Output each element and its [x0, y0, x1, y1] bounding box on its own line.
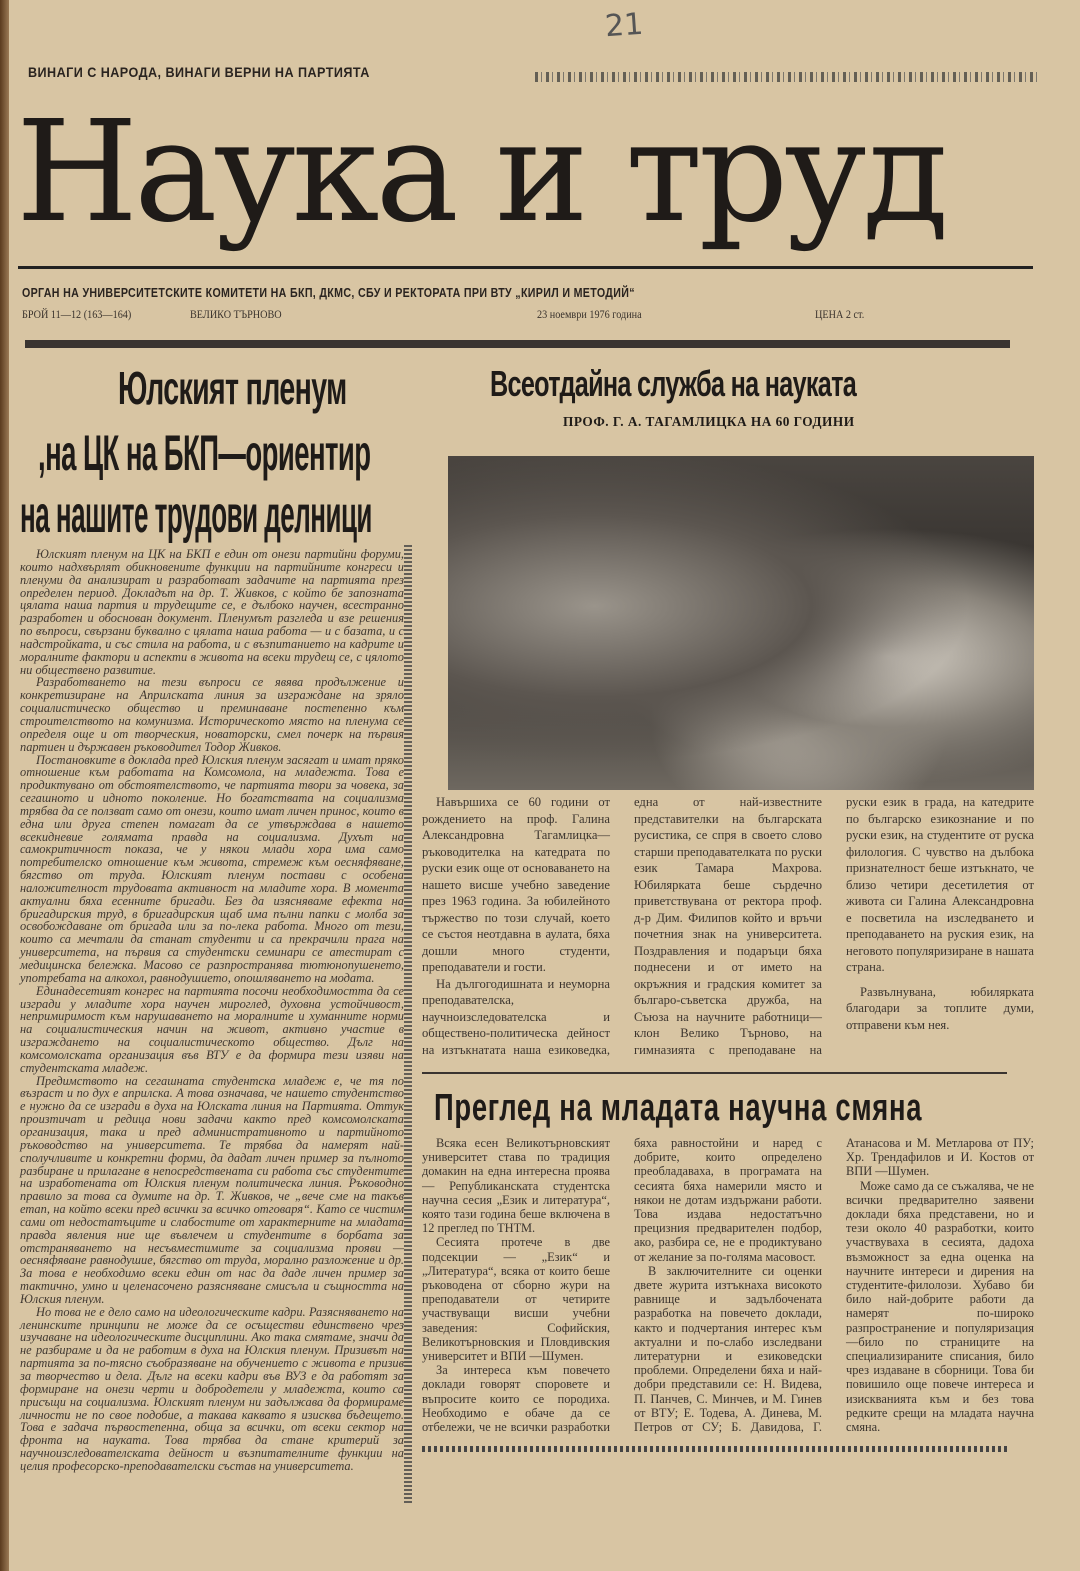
column-border: [404, 545, 412, 1505]
decorative-band: [535, 72, 1040, 82]
headline-line-3: на нашите трудови делници: [20, 486, 372, 544]
paragraph: Разработването на тези въпроси се явява продължение и конкретизиране на Априлската линия за изграждане на зряло социалистическо общество и преминаване постепенно към строителството на комунизма. Историческото място на пленума се определя още и от творческия, новаторски, смел почерк на първия партиен и държавен ръководител Тодор Живков.: [20, 675, 404, 754]
section-rule: [422, 1072, 1007, 1074]
slogan: ВИНАГИ С НАРОДА, ВИНАГИ ВЕРНИ НА ПАРТИЯТА: [28, 64, 370, 80]
paragraph: Навършиха се 60 години от рождението на проф. Галина Александровна Тагамлицка—ръководителка на катедрата по руски език още от основаването на нашето висше учебно заведение през 1963 година. За юбилейното тържество по този случай, което се състоя неотдавна в аулата, бяха дошли много студенти, преподаватели и гости.: [422, 795, 610, 974]
paragraph: За интереса към повечето доклади говорят споровете и въпросите които се породиха. Необходимо е обаче да се отбележи, че не всички разработки бяха равностойни и наред с добрите, които определено преобладаваха, в програмата на сесията бяха намерили място и някои не дотам издържани работи. Това издава недостатъчно прецизния предварителен подбор, ако, разбира се, не е продиктувано от желание за по-голяма масовост.: [422, 1136, 822, 1435]
masthead: Наука и труд: [16, 91, 945, 254]
issue-price: ЦЕНА 2 ст.: [815, 307, 865, 321]
issue-number: БРОЙ 11—12 (163—164): [22, 307, 132, 321]
headline-line-1: Юлският пленум: [118, 362, 347, 414]
handwritten-page-number: 21: [603, 6, 645, 45]
paragraph: На дългогодишната и неуморна преподавателска, научноизследователска и обществено-политическа дейност на изтъкнатата наша езиковедка, една от най-известните представителки на българската русистика, се спря в своето слово старши преподавателката по руски език Тамара Махрова. Юбилярката беше сърдечно приветствувана от ректора проф. д-р Дим. Филипов който и връчи почетния знак на университета. Поздравления и подаръци бяха поднесени и от името на окръжния и градския комитет за българо-съветска дружба, на Съюза на научните работници—клон Велико Търново, на гимназията с преподаване на руски език в града, на катедрите по българско езикознание и по руски език, на студентите от руска филология. С чувство на дълбока признателност беше изтъкнато, че близо четири десетилетия от живота си Галина Александровна е посветила на изследването и преподаването на руския език, на неговото популяризиране в нашата страна.: [422, 795, 1034, 1057]
issue-date: 23 ноември 1976 година: [537, 307, 642, 321]
article-bottom-headline: Преглед на младата научна смяна: [434, 1087, 923, 1129]
issue-city: ВЕЛИКО ТЪРНОВО: [190, 307, 282, 321]
headline-line-2: ,на ЦК на БКП—ориентир: [38, 425, 371, 481]
headline: Всеотдайна служба на науката: [490, 363, 857, 404]
paragraph: Но това не е дело само на идеологическите кадри. Разясняването на ленинските принципи не може да се осъществи единствено чрез изучаване на идеологическите дисциплини. Ако така смятаме, значи да не разбираме и да не работим в духа на Юлския пленум. Призивът на партията за по-тясно съобразяване на обучението с живота е призив за творчество и дела. Дълг на всеки кадри във ВУЗ е да работят за формиране на онези черти и добродетели у младежта, които са присъщи на социализма. Юлският пленум ни задължава да формираме личности не по свое подобие, а такава каквато я изисква бъдещето. Това е задача първостепенна, обща за всички, от всеки сектор на фронта на науката. Това трябва да стане критерий за научноизследователската дейност и възпитателните функции на целия професорско-преподавателски състав на университета.: [20, 1304, 404, 1473]
photo: [448, 456, 1034, 790]
article-right-body: [422, 794, 1034, 1058]
scan-edge: [0, 0, 9, 1571]
subtitle: ПРОФ. Г. А. ТАГАМЛИЦКА НА 60 ГОДИНИ: [563, 415, 855, 430]
paragraph: Може само да се съжалява, че не всички предварително заявени доклади бяха представени, но и тези около 40 разработки, които участвуваха в сесията, дадоха възможност за една оценка на научните интереси и дирения на студентите-филолози. Хубаво би било най-добрите работи да намерят по-широко разпространение и популяризация —било по страниците на специализираните списания, било чрез издаване в сборници. Това би повишило още повече интереса и изискванията към и без това редките срещи на младата научна смяна.: [846, 1178, 1034, 1435]
paragraph: Сесията протече в две подсекции — „Език“ и „Литература“, всяка от които беше ръководена от сборно жури на преподаватели от четирите участвуващи висши учебни заведения: Софийския, Великотърновския и Пловдивския университет и ВПИ —Шумен.: [422, 1235, 610, 1364]
paragraph: Развълнувана, юбилярката благодари за топлите думи, отправени към нея.: [846, 984, 1034, 1032]
article-body: [20, 548, 404, 1473]
header-rule: [25, 340, 1010, 348]
article-bottom-body: [422, 1136, 1034, 1434]
organ-line: ОРГАН НА УНИВЕРСИТЕТСКИТЕ КОМИТЕТИ НА БКП, ДКМС, СБУ И РЕКТОРАТА ПРИ ВТУ „КИРИЛ И МЕТОДИЙ“: [22, 285, 635, 300]
paragraph: Всяка есен Великотърновският университет става по традиция домакин на една интересна проява — Републиканската студентска научна сесия „Език и литература“, която тази година беше включена в 12 преглед по ТНТМ.: [422, 1136, 610, 1236]
bottom-wavy-rule: [422, 1446, 1010, 1452]
right-column-flow: [422, 456, 1034, 1452]
paragraph: Единадесетият конгрес на партията посочи необходимостта да се изгради у младите хора научен мироглед, духовна устойчивост, непримиримост към нарушаването на моралните и хуманните норми на социалистическия начин на живот, активно участие в изграждането на социалистическото общество. Дълг на комсомолската организация във ВТУ е да формира тези изяви на студентската младеж.: [20, 983, 404, 1075]
paragraph: В заключителните си оценки двете журита изтъкнаха високото равнище и задълбочената разработка на повечето доклади, както и подчертания интерес към актуални и по-слабо изследвани литературни и езиковедски проблеми. Определени бяха и най-добри представили се: Н. Видева, П. Панчев, С. Минчев, и М. Гинев от ВТУ; Е. Тодева, А. Динева, М. Петров от СУ; Б. Давидова, Г. Атанасова и М. Метларова от ПУ; Хр. Трендафилов и И. Костов от ВПИ —Шумен.: [634, 1136, 1034, 1435]
masthead-rule: [18, 266, 1033, 269]
paragraph: Предимството на сегашната студентска младеж е, че тя по възраст и по дух е априлска. А това означава, че нашето студентство е нужно да се изгради в духа на Юлската линия на Партията. Оттук произтичат и редица нови задачи както пред комсомолската организация, така и пред административното и партийното ръководство на университета. Те трябва да намерят най-сполучливите и конкретни форми, да дадат личен пример за пълното разбиране и прилагане в непосредствената си работа със студентите на изработената от Юлския пленум политическа линия. Ръководно правило за това са думите на др. Т. Живков, че „вече сме на такъв етап, на който всеки пред всички за всичко отговаря“. Като се чистим сами от недостатъците и слабостите от характерните на младата правда явления ние ще въвлечем и студентите в борбата за отстраняването на несъвместимите за социализма прояви — оесняфяване равнодушие, бягство от труда, морално разложение и др. За това е необходимо всеки един от нас да даде личен пример за тактично, умно и целенасочено разясняване смисъла и същността на Юлския пленум.: [20, 1073, 404, 1306]
paragraph: Постановките в доклада пред Юлския пленум засягат и имат пряко отношение към работата на Комсомола, на младежта. Това е продиктувано от обстоятелството, че партията твори за човека, за сегашното и идното поколение. Но богатствата на социализма трябва да се ползват само от онези, които имат личен принос, които в една или друга степен помагат да се утвърждава в нашето всекидневие голямата правда на социализма. Духът на самокритичност показа, че у някои млади хора има само потребителско отношение към живота, стремеж към оесняфяване, бягство от труда. Юлският пленум постави с особена наложителност трудовата активност на младите хора. В момента актуални бяха есенните бригади. Без да изясняваме ефекта на бригадирския труд, в бригадирския щаб има пълни папки с молба за освобождаване от бригада или за по-лека работа. Много от тези, които са мечтали да станат студенти и са прекрачили прага на университета, на първия са студентски семинари се атестират с медицинска бележка. Масово се разпространява тютюнопушенето, употребата на алкохол, равнодушието, опошляването на модата.: [20, 752, 404, 985]
paragraph: Юлският пленум на ЦК на БКП е един от онези партийни форуми, които надхвърлят обикновените функции на партийните конгреси и пленуми да анализират и разработват задачите на партията през определен период. Докладът на др. Т. Живков, с който бе запозната цялата наша партия и трудещите се, е дълбоко научен, всестранно разработен и обоснован документ. Пленумът разгледа и взе решения по въпроси, свързани буквално с цялата наша работа — и с базата, и с надстройката, и със стила на работа, и с възпитанието на кадрите и моралните фактори и аспекти в живота на всеки трудещ се, с цялото ни обществено развитие.: [20, 547, 404, 677]
